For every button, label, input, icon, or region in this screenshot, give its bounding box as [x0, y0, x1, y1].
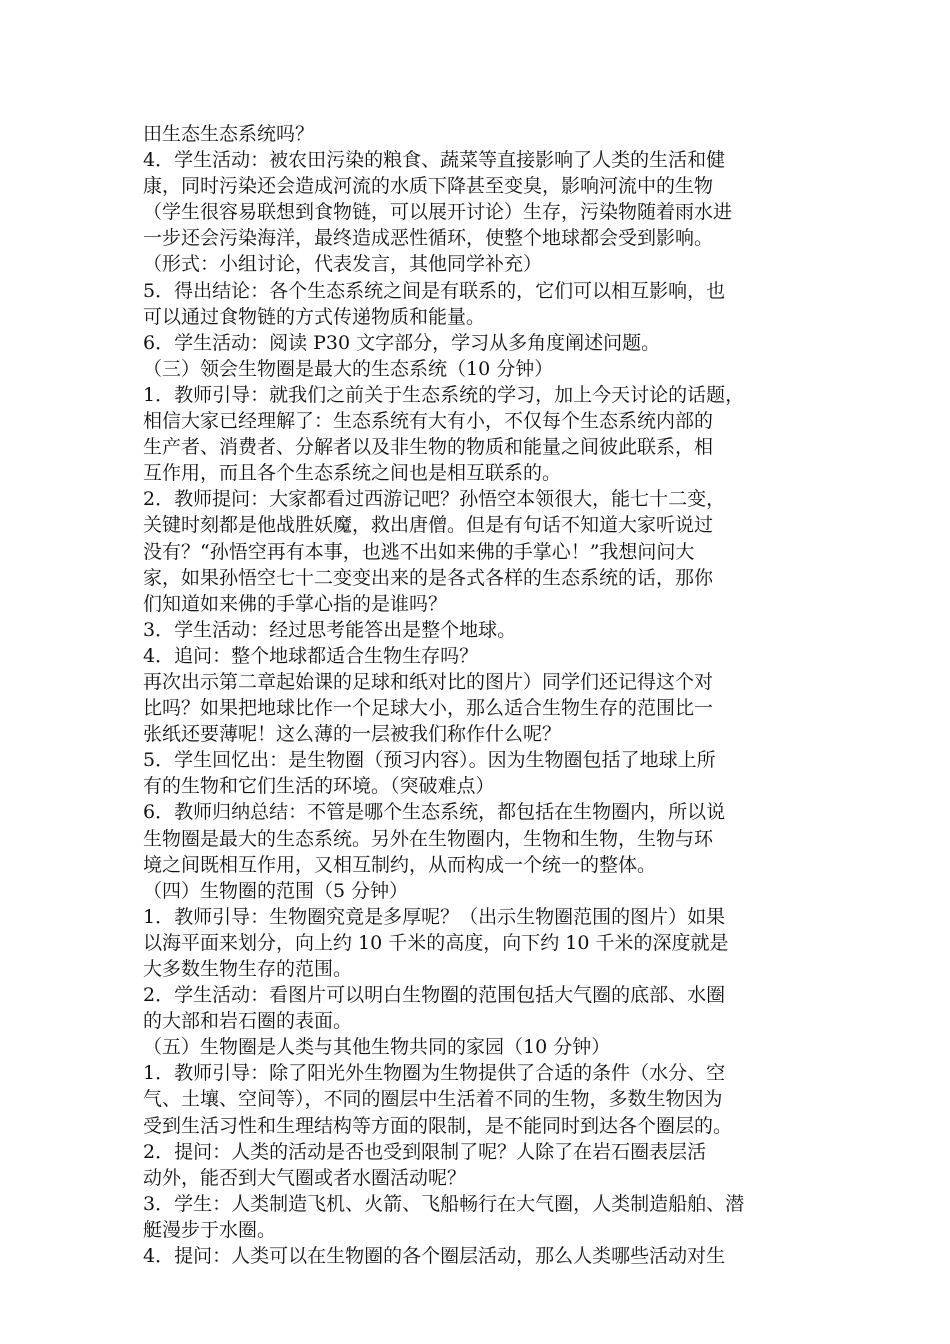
text-line: 可以通过食物链的方式传递物质和能量。	[143, 305, 486, 328]
document-page	[143, 121, 823, 1269]
text-line: 关键时刻都是他战胜妖魔，救出唐僧。但是有句话不知道大家听说过	[143, 514, 714, 537]
text-line: 4．追问：整个地球都适合生物生存吗？	[143, 644, 479, 667]
text-line: 1．教师引导：就我们之前关于生态系统的学习，加上今天讨论的话题，	[143, 383, 745, 406]
text-line: 5．得出结论：各个生态系统之间是有联系的，它们可以相互影响，也	[143, 279, 726, 302]
text-line: （形式：小组讨论，代表发言，其他同学补充）	[143, 253, 543, 276]
text-line: 受到生活习性和生理结构等方面的限制，是不能同时到达各个圈层的。	[143, 1114, 733, 1137]
text-line: 2．教师提问：大家都看过西游记吧？孙悟空本领很大，能七十二变，	[143, 488, 726, 511]
text-line: 康，同时污染还会造成河流的水质下降甚至变臭，影响河流中的生物	[143, 175, 714, 198]
text-line: 1．教师引导：除了阳光外生物圈为生物提供了合适的条件（水分、空	[143, 1062, 726, 1085]
text-line: 2．学生活动：看图片可以明白生物圈的范围包括大气圈的底部、水圈	[143, 984, 726, 1007]
text-line: 6．学生活动：阅读 P30 文字部分，学习从多角度阐述问题。	[143, 331, 661, 354]
text-line: 有的生物和它们生活的环境。（突破难点）	[143, 775, 495, 798]
text-line: 比吗？如果把地球比作一个足球大小，那么适合生物生存的范围比一	[143, 697, 714, 720]
text-line: 3．学生：人类制造飞机、火箭、飞船畅行在大气圈，人类制造船舶、潜	[143, 1192, 745, 1215]
text-line: （五）生物圈是人类与其他生物共同的家园（10 分钟）	[143, 1036, 611, 1059]
text-line: 的大部和岩石圈的表面。	[143, 1010, 353, 1033]
text-line: 互作用，而且各个生态系统之间也是相互联系的。	[143, 462, 562, 485]
text-line: 田生态生态系统吗？	[143, 123, 315, 145]
text-line: 艇漫步于水圈。	[143, 1218, 277, 1241]
text-line: 1．教师引导：生物圈究竟是多厚呢？（出示生物圈范围的图片）如果	[143, 905, 726, 928]
text-line: 动外，能否到大气圈或者水圈活动呢？	[143, 1166, 467, 1189]
text-line: 张纸还要薄呢！这么薄的一层被我们称作什么呢？	[143, 723, 562, 746]
text-line: 相信大家已经理解了：生态系统有大有小，不仅每个生态系统内部的	[143, 410, 714, 433]
text-line: 4．提问：人类可以在生物圈的各个圈层活动，那么人类哪些活动对生	[143, 1245, 726, 1268]
text-line: 一步还会污染海洋，最终造成恶性循环，使整个地球都会受到影响。	[143, 227, 714, 250]
text-line: 5．学生回忆出：是生物圈（预习内容）。因为生物圈包括了地球上所	[143, 749, 716, 772]
text-line: 家，如果孙悟空七十二变变出来的是各式各样的生态系统的话，那你	[143, 566, 714, 589]
text-line: 大多数生物生存的范围。	[143, 958, 353, 980]
text-line: 再次出示第二章起始课的足球和纸对比的图片）同学们还记得这个对	[143, 670, 714, 693]
text-line: 们知道如来佛的手掌心指的是谁吗？	[143, 592, 448, 615]
text-line: 以海平面来划分，向上约 10 千米的高度，向下约 10 千米的深度就是	[143, 931, 729, 954]
text-line: 2．提问：人类的活动是否也受到限制了呢？人除了在岩石圈表层活	[143, 1140, 707, 1163]
text-line: 没有？“孙悟空再有本事，也逃不出如来佛的手掌心！”我想问问大	[143, 540, 695, 563]
text-line: 境之间既相互作用，又相互制约，从而构成一个统一的整体。	[143, 853, 657, 876]
text-line: 气、土壤、空间等），不同的圈层中生活着不同的生物，多数生物因为	[143, 1088, 723, 1111]
text-line: （三）领会生物圈是最大的生态系统（10 分钟）	[143, 357, 554, 380]
text-line: 4．学生活动：被农田污染的粮食、蔬菜等直接影响了人类的生活和健	[143, 149, 726, 172]
text-line: （学生很容易联想到食物链，可以展开讨论）生存，污染物随着雨水进	[143, 201, 733, 224]
text-line: 6．教师归纳总结：不管是哪个生态系统，都包括在生物圈内，所以说	[143, 801, 726, 824]
text-line: 生产者、消费者、分解者以及非生物的物质和能量之间彼此联系，相	[143, 436, 714, 459]
text-line: 生物圈是最大的生态系统。另外在生物圈内，生物和生物，生物与环	[143, 827, 714, 850]
text-line: 3．学生活动：经过思考能答出是整个地球。	[143, 618, 517, 641]
text-line: （四）生物圈的范围（5 分钟）	[143, 879, 409, 902]
